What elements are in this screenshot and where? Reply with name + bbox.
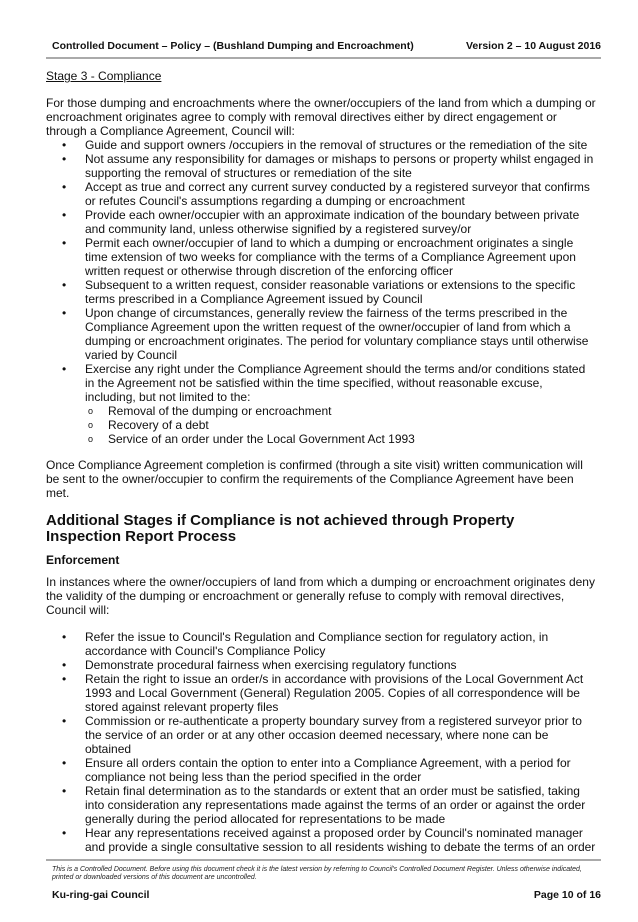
list-item: • Demonstrate procedural fairness when exercising regulatory functions: [46, 658, 596, 672]
list-item: • Retain final determination as to the standards or extent that an order must be satisfied, taking into consideration any representations made against the terms of an order or against the order generally during the period allocated for representations to be made: [46, 784, 596, 826]
footer-rule: [46, 859, 601, 861]
list-item: • Upon change of circumstances, generally review the fairness of the terms prescribed in the Compliance Agreement upon the written request of the owner/occupier of land from which a dumping or encroachment originates. The period for voluntary compliance stays until otherwise varied by Council: [46, 306, 596, 362]
page-number: Page 10 of 16: [533, 889, 601, 901]
list-item: • Provide each owner/occupier with an approximate indication of the boundary between private and community land, unless otherwise signified by a registered survey/or: [46, 208, 596, 236]
additional-stages-heading: Additional Stages if Compliance is not achieved through Property Inspection Report Process: [46, 512, 515, 545]
footer-organisation: Ku-ring-gai Council: [52, 889, 150, 901]
list-item: • Subsequent to a written request, consider reasonable variations or extensions to the specific terms prescribed in a Compliance Agreement issued by Council: [46, 278, 596, 306]
stage3-closing: Once Compliance Agreement completion is confirmed (through a site visit) written communication will be sent to the owner/occupier to confirm the requirements of the Compliance Agreement have been met.: [46, 458, 583, 500]
list-item: • Refer the issue to Council's Regulation and Compliance section for regulatory action, in accordance with Council's Compliance Policy: [46, 630, 596, 658]
sub-list-item: o Service of an order under the Local Government Act 1993: [46, 432, 596, 446]
list-item: • Permit each owner/occupier of land to which a dumping or encroachment originates a single time extension of two weeks for compliance with the terms of a Compliance Agreement upon written request or otherwise through discretion of the enforcing officer: [46, 236, 596, 278]
header-title: Controlled Document – Policy – (Bushland Dumping and Encroachment): [52, 40, 414, 52]
enforcement-bullets: [46, 630, 596, 854]
list-item: • Retain the right to issue an order/s in accordance with provisions of the Local Government Act 1993 and Local Government (General) Regulation 2005. Copies of all correspondence will be stored against relevant property files: [46, 672, 596, 714]
stage3-heading: Stage 3 - Compliance: [46, 69, 162, 83]
stage3-intro: For those dumping and encroachments where the owner/occupiers of the land from which a dumping or encroachment originates agree to comply with removal directives either by direct engagement or through a Compliance Agreement, Council will:: [46, 96, 596, 138]
stage3-bullets: [46, 138, 596, 446]
list-item: • Accept as true and correct any current survey conducted by a registered surveyor that confirms or refutes Council's assumptions regarding a dumping or encroachment: [46, 180, 596, 208]
list-item: • Ensure all orders contain the option to enter into a Compliance Agreement, with a period for compliance not being less than the period specified in the order: [46, 756, 596, 784]
enforcement-heading: Enforcement: [46, 553, 120, 567]
sub-list-item: o Recovery of a debt: [46, 418, 596, 432]
list-item: • Guide and support owners /occupiers in the removal of structures or the remediation of the site: [46, 138, 596, 152]
list-item: • Commission or re-authenticate a property boundary survey from a registered surveyor prior to the service of an order or at any other occasion deemed necessary, where none can be obtained: [46, 714, 596, 756]
header-rule: [46, 57, 601, 59]
list-item: • Not assume any responsibility for damages or mishaps to persons or property whilst engaged in supporting the removal of structures or remediation of the site: [46, 152, 596, 180]
sub-list-item: o Removal of the dumping or encroachment: [46, 404, 596, 418]
enforcement-intro: In instances where the owner/occupiers of land from which a dumping or encroachment originates deny the validity of the dumping or encroachment or generally refuse to comply with removal directives, Council will:: [46, 575, 595, 617]
footer-notice: This is a Controlled Document. Before using this document check it is the latest version by referring to Council's Controlled Document Register. Unless otherwise indicated, printed or downloaded versions of this document are uncontrolled.: [52, 866, 582, 881]
page-header: [46, 39, 601, 53]
header-version: Version 2 – 10 August 2016: [465, 40, 601, 52]
list-item: • Exercise any right under the Compliance Agreement should the terms and/or conditions stated in the Agreement not be satisfied within the time specified, without reasonable excuse, including, but not limited to the:: [46, 362, 596, 404]
list-item: • Hear any representations received against a proposed order by Council's nominated manager and provide a single consultative session to all residents wishing to debate the terms of an order: [46, 826, 596, 854]
